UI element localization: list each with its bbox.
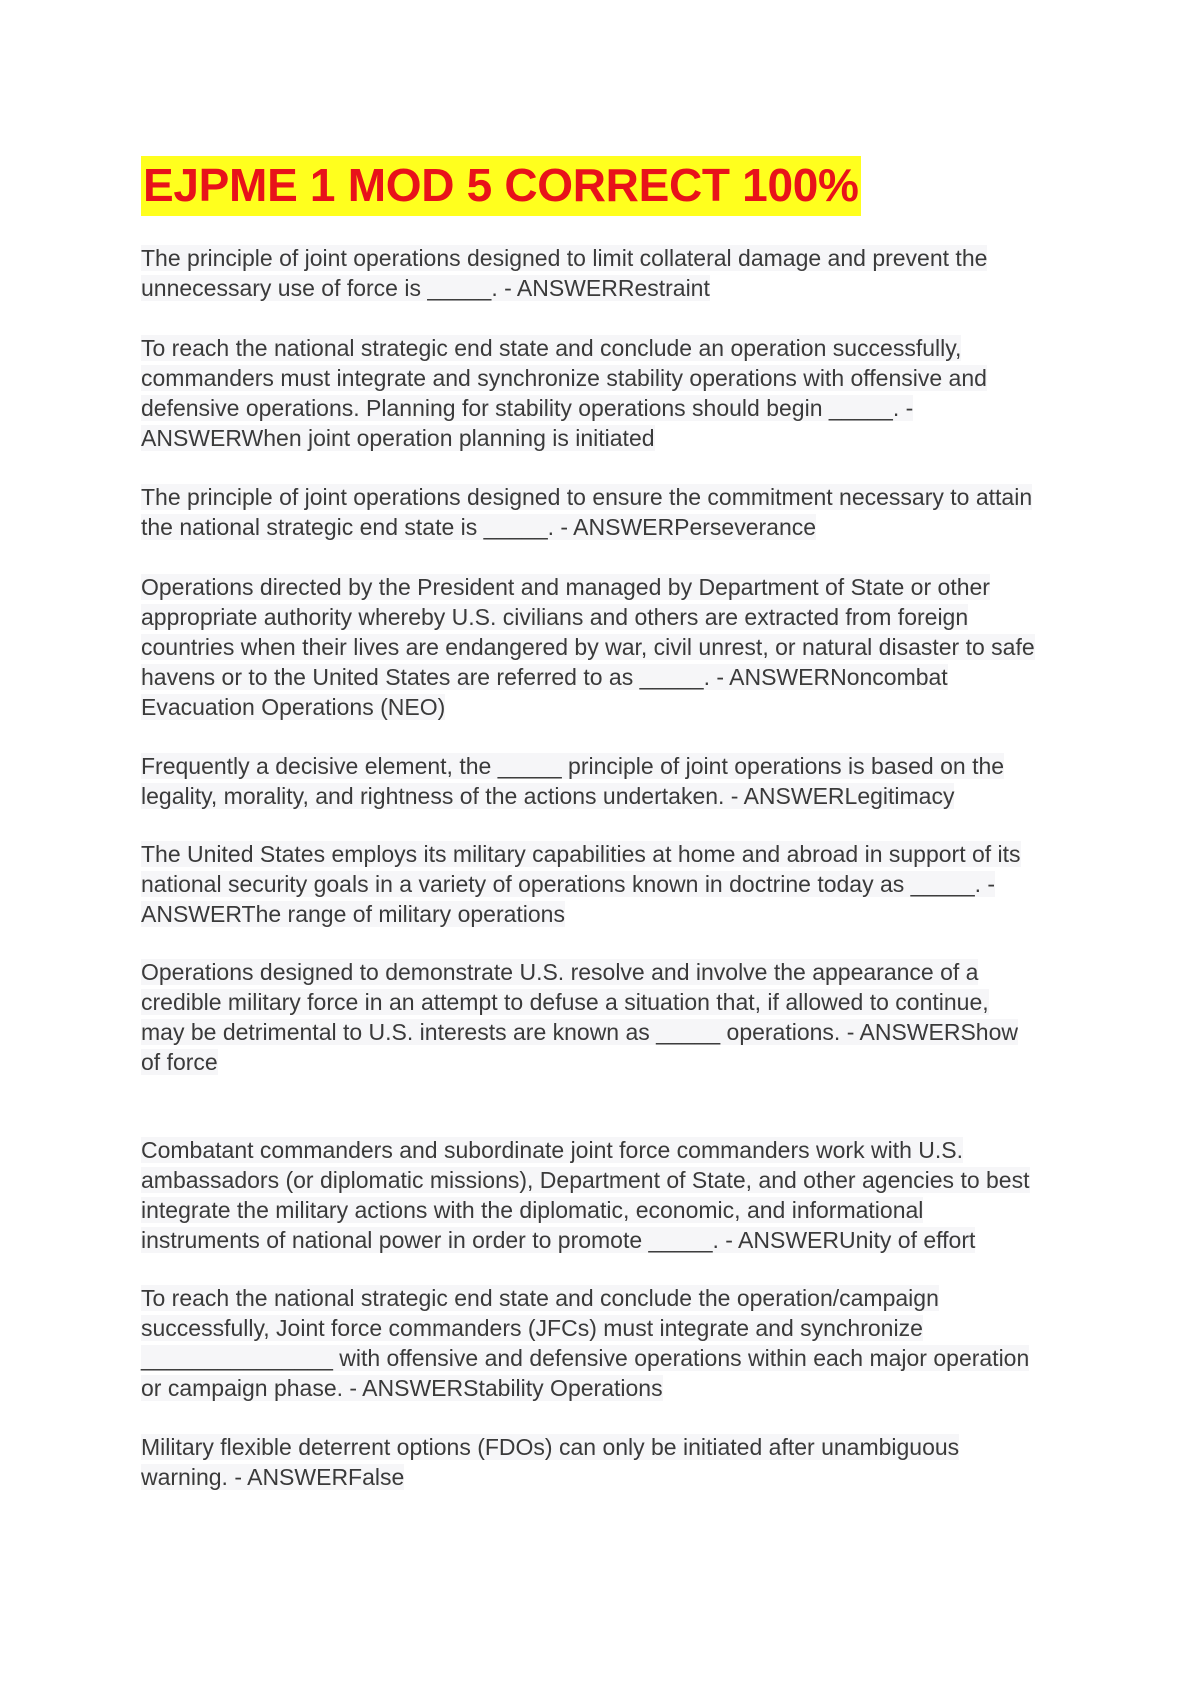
text-line: Operations designed to demonstrate U.S. resolve and involve the appearance of a <box>141 959 979 985</box>
text-line: may be detrimental to U.S. interests are known as _____ operations. - ANSWERShow <box>141 1019 1018 1045</box>
question-answer-item <box>141 1432 1061 1492</box>
question-answer-item <box>141 839 1061 929</box>
text-line: of force <box>141 1049 218 1075</box>
question-answer-item <box>141 333 1061 453</box>
text-line: To reach the national strategic end state and conclude the operation/campaign <box>141 1285 939 1311</box>
text-line: The United States employs its military capabilities at home and abroad in support of its <box>141 841 1021 867</box>
text-line: Combatant commanders and subordinate joint force commanders work with U.S. <box>141 1137 963 1163</box>
text-line: Military flexible deterrent options (FDOs) can only be initiated after unambiguous <box>141 1434 960 1460</box>
question-answer-item <box>141 1283 1061 1403</box>
text-line: unnecessary use of force is _____. - ANSWERRestraint <box>141 275 710 301</box>
text-line: defensive operations. Planning for stability operations should begin _____. - <box>141 395 914 421</box>
question-answer-item <box>141 243 1061 303</box>
text-line: To reach the national strategic end state and conclude an operation successfully, <box>141 335 962 361</box>
text-line: national security goals in a variety of operations known in doctrine today as _____. - <box>141 871 996 897</box>
text-line: integrate the military actions with the diplomatic, economic, and informational <box>141 1197 924 1223</box>
text-line: _______________ with offensive and defensive operations within each major operation <box>141 1345 1030 1371</box>
text-line: ANSWERThe range of military operations <box>141 901 565 927</box>
question-answer-item <box>141 751 1061 811</box>
text-line: The principle of joint operations designed to limit collateral damage and prevent the <box>141 245 988 271</box>
text-line: ambassadors (or diplomatic missions), Department of State, and other agencies to best <box>141 1167 1030 1193</box>
text-line: commanders must integrate and synchronize stability operations with offensive and <box>141 365 987 391</box>
question-answer-item <box>141 1135 1061 1255</box>
text-line: warning. - ANSWERFalse <box>141 1464 405 1490</box>
text-line: the national strategic end state is _____. - ANSWERPerseverance <box>141 514 817 540</box>
text-line: or campaign phase. - ANSWERStability Operations <box>141 1375 663 1401</box>
question-answer-item <box>141 572 1061 722</box>
text-line: instruments of national power in order to promote _____. - ANSWERUnity of effort <box>141 1227 976 1253</box>
text-line: Frequently a decisive element, the _____ principle of joint operations is based on the <box>141 753 1005 779</box>
question-answer-item <box>141 957 1061 1077</box>
text-line: credible military force in an attempt to defuse a situation that, if allowed to continue, <box>141 989 989 1015</box>
text-line: havens or to the United States are referred to as _____. - ANSWERNoncombat <box>141 664 948 690</box>
text-line: successfully, Joint force commanders (JFCs) must integrate and synchronize <box>141 1315 923 1341</box>
text-line: ANSWERWhen joint operation planning is initiated <box>141 425 655 451</box>
text-line: Operations directed by the President and managed by Department of State or other <box>141 574 990 600</box>
text-line: countries when their lives are endangered by war, civil unrest, or natural disaster to safe <box>141 634 1035 660</box>
text-line: The principle of joint operations designed to ensure the commitment necessary to attain <box>141 484 1033 510</box>
document-title: EJPME 1 MOD 5 CORRECT 100% <box>141 156 861 216</box>
text-line: appropriate authority whereby U.S. civilians and others are extracted from foreign <box>141 604 969 630</box>
text-line: Evacuation Operations (NEO) <box>141 694 446 720</box>
question-answer-item <box>141 482 1061 542</box>
text-line: legality, morality, and rightness of the actions undertaken. - ANSWERLegitimacy <box>141 783 955 809</box>
